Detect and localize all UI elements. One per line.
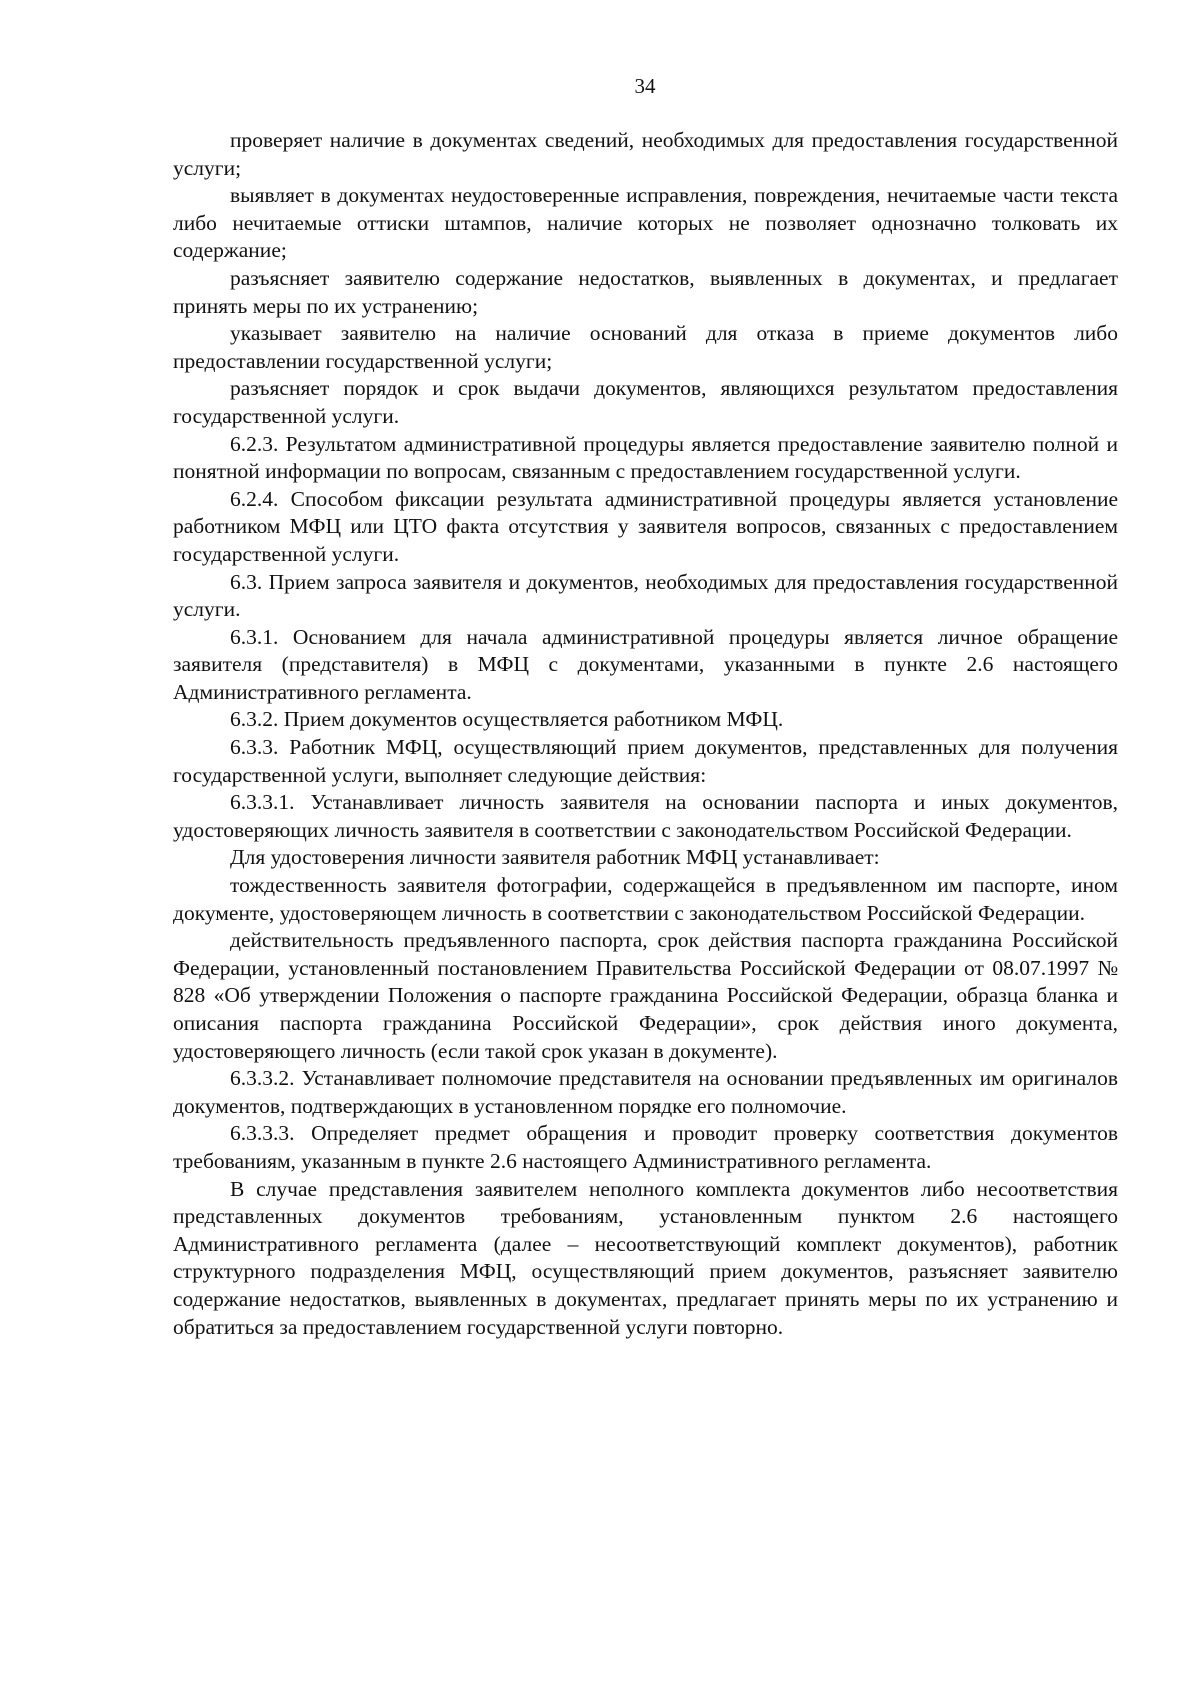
- paragraph-1: проверяет наличие в документах сведений, необходимых для предоставления государственной услуги;: [173, 128, 1118, 180]
- paragraph-6-3-3-3: 6.3.3.3. Определяет предмет обращения и проводит проверку соответствия документов требованиям, указанным в пункте 2.6 настоящего Административного регламента.: [173, 1121, 1118, 1173]
- paragraph-6-3-2: 6.3.2. Прием документов осуществляется работником МФЦ.: [230, 707, 784, 732]
- document-body: [173, 127, 1118, 1341]
- paragraph-5: разъясняет порядок и срок выдачи документов, являющихся результатом предоставления государственной услуги.: [173, 376, 1118, 428]
- paragraph-6-2-3: 6.2.3. Результатом административной процедуры является предоставление заявителю полной и понятной информации по вопросам, связанным с предоставлением государственной услуги.: [173, 431, 1118, 484]
- paragraph-6-3-1: 6.3.1. Основанием для начала административной процедуры является личное обращение заявителя (представителя) в МФЦ с документами, указанными в пункте 2.6 настоящего Административного регламента.: [173, 624, 1118, 704]
- paragraph-photo-match: тождественность заявителя фотографии, содержащейся в предъявленном им паспорте, ином документе, удостоверяющем личность в соответствии с законодательством Российской Федерации.: [173, 873, 1118, 925]
- paragraph-4: указывает заявителю на наличие оснований для отказа в приеме документов либо предоставлении государственной услуги;: [173, 321, 1118, 373]
- paragraph-3: разъясняет заявителю содержание недостатков, выявленных в документах, и предлагает принять меры по их устранению;: [173, 265, 1118, 318]
- paragraph-2: выявляет в документах неудостоверенные исправления, повреждения, нечитаемые части текста либо нечитаемые оттиски штампов, наличие которых не позволяет однозначно толковать их содержание;: [173, 183, 1118, 263]
- paragraph-identity-check: Для удостоверения личности заявителя работник МФЦ устанавливает:: [230, 845, 880, 870]
- paragraph-6-2-4: 6.2.4. Способом фиксации результата административной процедуры является установление работником МФЦ или ЦТО факта отсутствия у заявителя вопросов, связанных с предоставлением государственной услуги.: [173, 486, 1118, 566]
- paragraph-passport-validity: действительность предъявленного паспорта, срок действия паспорта гражданина Российской Федерации, установленный постановлением Правительства Российской Федерации от 08.07.1997 № 828 «Об утверждении Положения о паспорте гражданина Российской Федерации, образца бланка и описания паспорта гражданина Российской Федерации», срок действия иного документа, удостоверяющего личность (если такой срок указан в документе).: [173, 928, 1118, 1063]
- paragraph-6-3-3-2: 6.3.3.2. Устанавливает полномочие представителя на основании предъявленных им оригиналов документов, подтверждающих в установленном порядке его полномочие.: [173, 1066, 1118, 1118]
- paragraph-incomplete-docs: В случае представления заявителем неполного комплекта документов либо несоответствия представленных документов требованиям, установленным пунктом 2.6 настоящего Административного регламента (далее – несоответствующий комплект документов), работник структурного подразделения МФЦ, осуществляющий прием документов, разъясняет заявителю содержание недостатков, выявленных в документах, предлагает принять меры по их устранению и обратиться за предоставлением государственной услуги повторно.: [173, 1176, 1118, 1339]
- paragraph-6-3-3-1: 6.3.3.1. Устанавливает личность заявителя на основании паспорта и иных документов, удостоверяющих личность заявителя в соответствии с законодательством Российской Федерации.: [173, 790, 1118, 842]
- paragraph-6-3-3: 6.3.3. Работник МФЦ, осуществляющий прием документов, представленных для получения государственной услуги, выполняет следующие действия:: [173, 735, 1118, 787]
- page-number: 34: [634, 74, 656, 98]
- paragraph-6-3: 6.3. Прием запроса заявителя и документов, необходимых для предоставления государственной услуги.: [173, 569, 1118, 622]
